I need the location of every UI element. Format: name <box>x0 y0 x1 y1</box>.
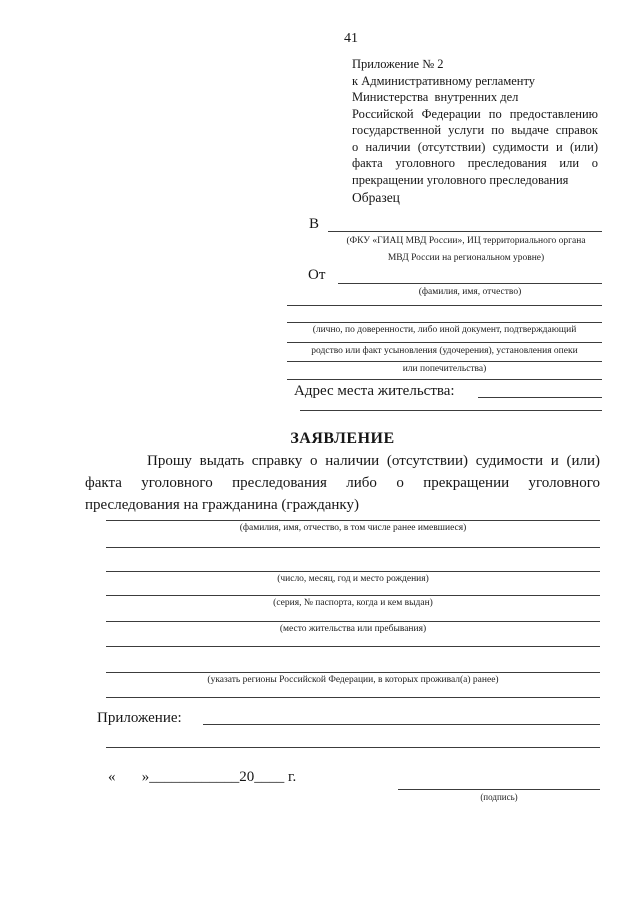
fill-line <box>287 305 602 306</box>
appendix-note <box>352 56 598 188</box>
field-caption-birth: (число, месяц, год и место рождения) <box>277 574 429 584</box>
appendix-line: факта уголовного преследования или о <box>352 156 598 170</box>
appendix-line: Министерства внутренних дел <box>352 90 519 104</box>
signature-caption: (подпись) <box>480 792 518 802</box>
application-body: Прошу выдать справку о наличии (отсутствии) судимости и (или) факта уголовного преследования либо о прекращении уголовного преследования на гражданина (гражданку) <box>85 453 600 513</box>
field-caption-fio: (фамилия, имя, отчество, в том числе ранее имевшиеся) <box>239 523 467 533</box>
appendix-line: прекращении уголовного преследования <box>352 172 569 187</box>
attachment-fill-line <box>203 724 600 725</box>
field-caption-residence: (место жительства или пребывания) <box>279 624 427 634</box>
appendix-line: Российской Федерации по предоставлению <box>352 106 598 121</box>
date-line: « »____________20____ г. <box>108 769 297 785</box>
field-line-extra <box>106 697 600 698</box>
application-title: ЗАЯВЛЕНИЕ <box>290 430 395 447</box>
field-line-passport <box>106 595 600 596</box>
from-fill-line <box>338 283 602 284</box>
to-label: В <box>309 216 320 232</box>
appendix-line: Приложение № 2 <box>352 57 444 71</box>
to-caption-line2: МВД России на региональном уровне) <box>387 253 545 263</box>
field-caption-passport: (серия, № паспорта, когда и кем выдан) <box>273 598 433 608</box>
fill-line <box>287 322 602 323</box>
authority-caption-3: или попечительства) <box>402 364 487 374</box>
appendix-line: государственной услуги по выдаче справок <box>352 123 598 137</box>
fill-line <box>287 361 602 362</box>
field-caption-regions: (указать регионы Российской Федерации, в которых проживал(а) ранее) <box>207 675 499 685</box>
authority-caption-2: родство или факт усыновления (удочерения), установления опеки <box>311 346 578 356</box>
to-fill-line <box>328 231 602 232</box>
appendix-line: о наличии (отсутствии) судимости и (или) <box>352 139 598 154</box>
attachment-label: Приложение: <box>97 710 182 726</box>
appendix-line: к Административному регламенту <box>352 73 536 88</box>
attachment-fill-line-2 <box>106 747 600 748</box>
field-line-regions-1 <box>106 646 600 647</box>
fill-line <box>287 379 602 380</box>
fill-line <box>287 342 602 343</box>
field-line-fio-2 <box>106 547 600 548</box>
page-number: 41 <box>344 31 358 46</box>
to-caption-line1: (ФКУ «ГИАЦ МВД России», ИЦ территориального органа <box>346 236 586 246</box>
field-line-regions-2 <box>106 672 600 673</box>
address-fill-line-2 <box>300 410 602 411</box>
signature-line <box>398 789 600 790</box>
address-fill-line <box>478 397 602 398</box>
from-label: От <box>308 267 326 283</box>
sample-label: Образец <box>352 190 400 205</box>
field-line-fio <box>106 520 600 521</box>
address-label: Адрес места жительства: <box>294 383 455 399</box>
authority-caption-1: (лично, по доверенности, либо иной документ, подтверждающий <box>312 325 577 335</box>
from-caption: (фамилия, имя, отчество) <box>418 287 522 297</box>
field-line-birth <box>106 571 600 572</box>
field-line-residence <box>106 621 600 622</box>
